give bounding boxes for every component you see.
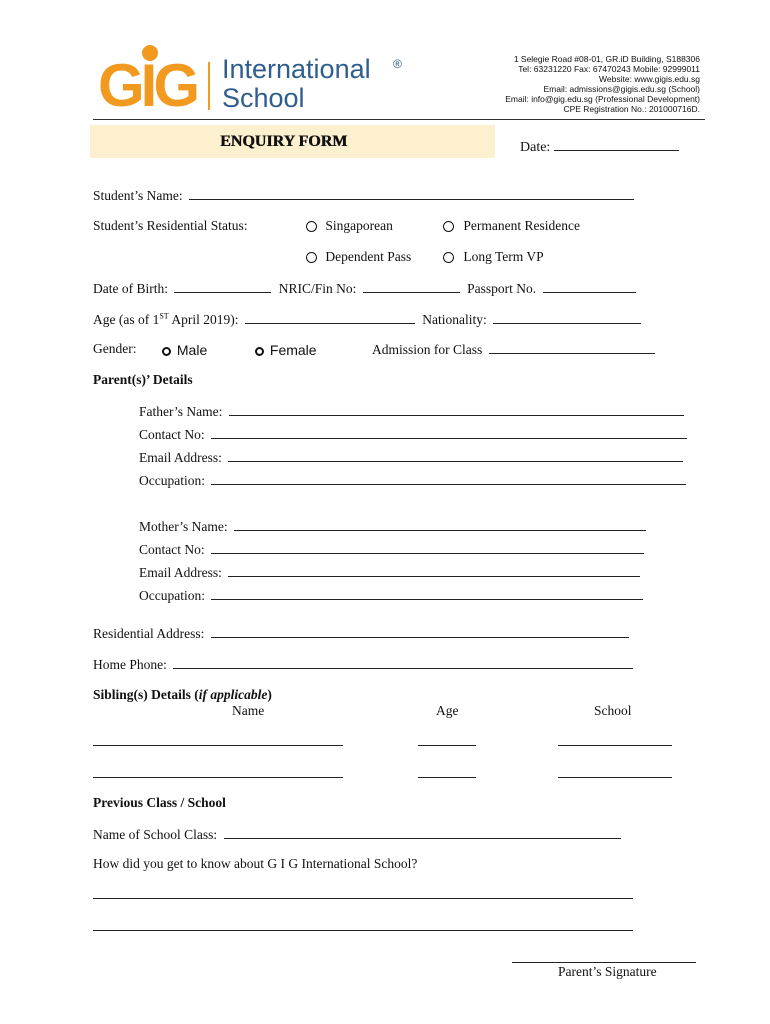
- mother-name-field[interactable]: [234, 518, 646, 531]
- how-know-field-1[interactable]: [93, 886, 633, 899]
- nationality-field[interactable]: [493, 311, 641, 324]
- siblings-heading-italic: if applicable: [198, 687, 268, 702]
- passport-field[interactable]: [543, 280, 636, 293]
- sibling-2-school-field[interactable]: [558, 765, 672, 778]
- registered-mark: ®: [393, 57, 402, 71]
- father-occupation-row: [139, 472, 686, 489]
- school-name-line2: School: [222, 83, 305, 113]
- father-contact-row: [139, 426, 687, 443]
- email-pd-line: Email: info@gig.edu.sg (Professional Development): [505, 94, 700, 104]
- father-contact-label: Contact No:: [139, 427, 205, 442]
- option-label: Permanent Residence: [463, 218, 580, 233]
- age-label: [93, 312, 238, 327]
- father-email-field[interactable]: [228, 449, 683, 462]
- cpe-line: CPE Registration No.: 201000716D.: [563, 104, 700, 114]
- email-school-line: Email: admissions@gigis.edu.sg (School): [543, 84, 700, 94]
- option-label: Long Term VP: [463, 249, 544, 264]
- signature-field[interactable]: [512, 950, 696, 963]
- sibling-1-age-field[interactable]: [418, 733, 476, 746]
- option-label: Dependent Pass: [325, 249, 412, 264]
- father-name-field[interactable]: [229, 403, 684, 416]
- residential-address-label: Residential Address:: [93, 626, 205, 641]
- mother-email-row: [139, 564, 640, 581]
- passport-label: Passport No.: [467, 281, 537, 296]
- student-name-label: Student’s Name:: [93, 188, 183, 203]
- radio-female[interactable]: [255, 347, 264, 356]
- previous-heading: Previous Class / School: [93, 795, 226, 810]
- father-email-label: Email Address:: [139, 450, 222, 465]
- website-line: Website: www.gigis.edu.sg: [599, 74, 700, 84]
- dob-field[interactable]: [174, 280, 271, 293]
- phone-line: Tel: 63231220 Fax: 67470243 Mobile: 92999011: [518, 64, 700, 74]
- school-class-label: Name of School Class:: [93, 827, 218, 842]
- logo-letters: GIG: [98, 52, 197, 116]
- option-dependent-pass[interactable]: [306, 249, 411, 265]
- school-class-field[interactable]: [224, 826, 621, 839]
- gender-male-label: Male: [176, 342, 208, 358]
- home-phone-row: [93, 656, 633, 673]
- date-field[interactable]: [554, 138, 679, 151]
- dob-row: [93, 280, 636, 297]
- option-singaporean[interactable]: [306, 218, 393, 234]
- mother-occupation-field[interactable]: [211, 587, 643, 600]
- dob-label: Date of Birth:: [93, 281, 168, 296]
- father-name-row: [139, 403, 684, 420]
- age-label-pre: Age (as of 1: [93, 312, 160, 327]
- date-label: Date:: [520, 140, 551, 155]
- mother-occupation-row: [139, 587, 643, 604]
- father-occupation-field[interactable]: [211, 472, 686, 485]
- sibling-1-name-field[interactable]: [93, 733, 343, 746]
- father-occupation-label: Occupation:: [139, 473, 205, 488]
- residential-status-label: Student’s Residential Status:: [93, 218, 248, 233]
- mother-contact-row: [139, 541, 644, 558]
- sibling-col-name: Name: [232, 703, 265, 718]
- siblings-heading-close: ): [267, 687, 272, 702]
- mother-contact-field[interactable]: [211, 541, 644, 554]
- nric-label: NRIC/Fin No:: [278, 281, 357, 296]
- radio-long-term-vp[interactable]: [443, 252, 454, 263]
- header-divider: [93, 119, 705, 120]
- age-label-sup: ST: [159, 311, 169, 321]
- option-long-term-vp[interactable]: [443, 249, 544, 265]
- home-phone-label: Home Phone:: [93, 657, 167, 672]
- school-class-row: [93, 826, 621, 843]
- address-line: 1 Selegie Road #08-01, GR.iD Building, S188306: [513, 54, 700, 64]
- gender-female[interactable]: [255, 342, 317, 358]
- gender-female-label: Female: [269, 342, 317, 358]
- sibling-col-school: School: [594, 703, 632, 718]
- mother-name-label: Mother’s Name:: [139, 519, 228, 534]
- nric-field[interactable]: [363, 280, 460, 293]
- sibling-col-age: Age: [436, 703, 459, 718]
- student-name-field[interactable]: [189, 187, 634, 200]
- age-row: [93, 311, 641, 328]
- signature-label: Parent’s Signature: [558, 964, 657, 979]
- admission-field[interactable]: [489, 341, 655, 354]
- age-field[interactable]: [245, 311, 415, 324]
- how-know-label: How did you get to know about G I G International School?: [93, 856, 418, 871]
- home-phone-field[interactable]: [173, 656, 633, 669]
- gender-label: Gender:: [93, 341, 137, 356]
- sibling-1-school-field[interactable]: [558, 733, 672, 746]
- mother-contact-label: Contact No:: [139, 542, 205, 557]
- form-title: ENQUIRY FORM: [220, 133, 348, 150]
- admission-row: [372, 341, 655, 358]
- gender-male[interactable]: [162, 342, 207, 358]
- mother-email-label: Email Address:: [139, 565, 222, 580]
- contact-block: [470, 54, 700, 114]
- residential-address-row: [93, 625, 629, 642]
- father-name-label: Father’s Name:: [139, 404, 223, 419]
- residential-address-field[interactable]: [211, 625, 629, 638]
- father-contact-field[interactable]: [211, 426, 687, 439]
- age-label-post: April 2019):: [168, 312, 239, 327]
- father-email-row: [139, 449, 683, 466]
- mother-email-field[interactable]: [228, 564, 640, 577]
- radio-male[interactable]: [162, 347, 171, 356]
- how-know-field-2[interactable]: [93, 918, 633, 931]
- school-name-line1: International: [222, 54, 371, 84]
- radio-singaporean[interactable]: [306, 221, 317, 232]
- siblings-heading-text: Sibling(s) Details (: [93, 687, 199, 702]
- admission-label: Admission for Class: [372, 342, 483, 357]
- option-permanent-residence[interactable]: [443, 218, 580, 234]
- option-label: Singaporean: [325, 218, 393, 233]
- sibling-2-name-field[interactable]: [93, 765, 343, 778]
- siblings-heading: [93, 687, 272, 703]
- parents-heading: Parent(s)’ Details: [93, 372, 193, 387]
- mother-occupation-label: Occupation:: [139, 588, 205, 603]
- nationality-label: Nationality:: [422, 312, 487, 327]
- mother-name-row: [139, 518, 646, 535]
- radio-dependent-pass[interactable]: [306, 252, 317, 263]
- student-name-row: [93, 187, 634, 204]
- radio-permanent-residence[interactable]: [443, 221, 454, 232]
- sibling-2-age-field[interactable]: [418, 765, 476, 778]
- date-row: [520, 138, 679, 156]
